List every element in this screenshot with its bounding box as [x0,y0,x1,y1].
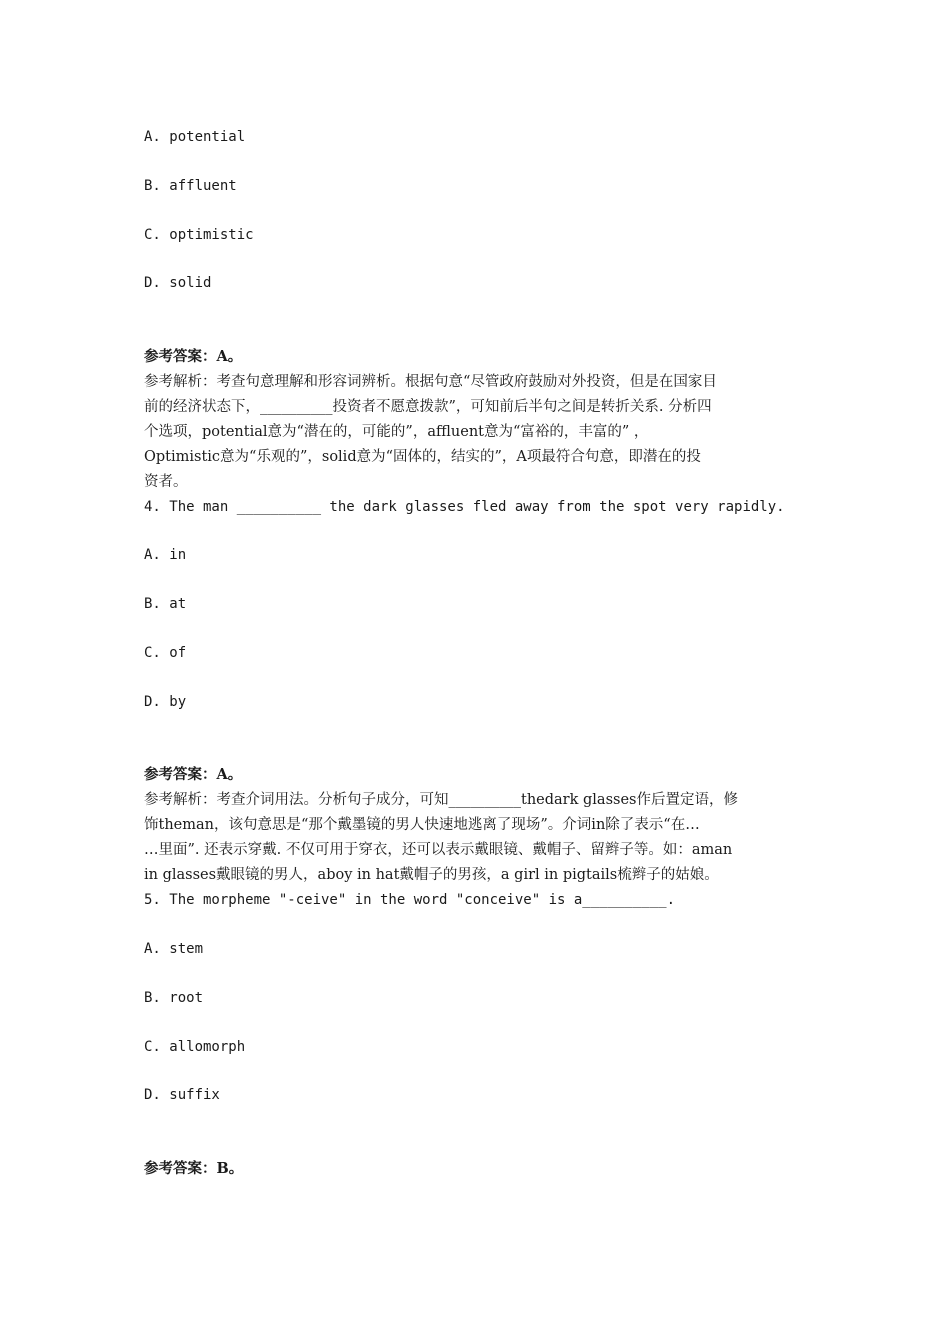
option-c: C. allomorph [144,1039,246,1055]
option-a: A. potential [144,129,246,145]
option-b: B. at [144,596,187,612]
analysis-line: 参考解析：考查句意理解和形容词辨析。根据句意“尽管政府鼓励对外投资，但是在国家目 [144,374,717,390]
analysis-line: 前的经济状态下，__________投资者不愿意拨款”，可知前后半句之间是转折关系. 分析四 [144,399,712,415]
analysis-line: 资者。 [144,474,188,490]
option-b: B. affluent [144,178,237,194]
analysis-line: 饰theman，该句意思是“那个戴墨镜的男人快速地逃离了现场”。介词in除了表示“在… [144,817,700,833]
analysis-line: Optimistic意为“乐观的”，solid意为“固体的，结实的”，A项最符合句意，即潜在的投 [144,449,701,465]
option-a: A. in [144,547,187,563]
option-c: C. optimistic [144,227,254,243]
option-a: A. stem [144,941,204,957]
option-d: D. by [144,694,187,710]
question-5: 5. The morpheme "-ceive" in the word "conceive" is a__________. [144,892,676,908]
option-c: C. of [144,645,187,661]
question-4: 4. The man __________ the dark glasses fled away from the spot very rapidly. [144,499,785,515]
option-d: D. solid [144,275,212,291]
option-d: D. suffix [144,1087,220,1103]
analysis-line: …里面”. 还表示穿戴. 不仅可用于穿衣，还可以表示戴眼镜、戴帽子、留辫子等。如：aman [144,842,733,858]
analysis-line: 参考解析：考查介词用法。分析句子成分，可知__________thedark glasses作后置定语，修 [144,792,738,808]
analysis-line: in glasses戴眼镜的男人，aboy in hat戴帽子的男孩，a girl in pigtails梳辫子的姑娘。 [144,867,719,883]
answer: 参考答案：B。 [144,1160,244,1177]
answer: 参考答案：A。 [144,348,243,365]
analysis-line: 个选项，potential意为“潜在的，可能的”，affluent意为“富裕的，丰富的” ， [144,424,649,440]
answer: 参考答案：A。 [144,766,243,783]
option-b: B. root [144,990,204,1006]
